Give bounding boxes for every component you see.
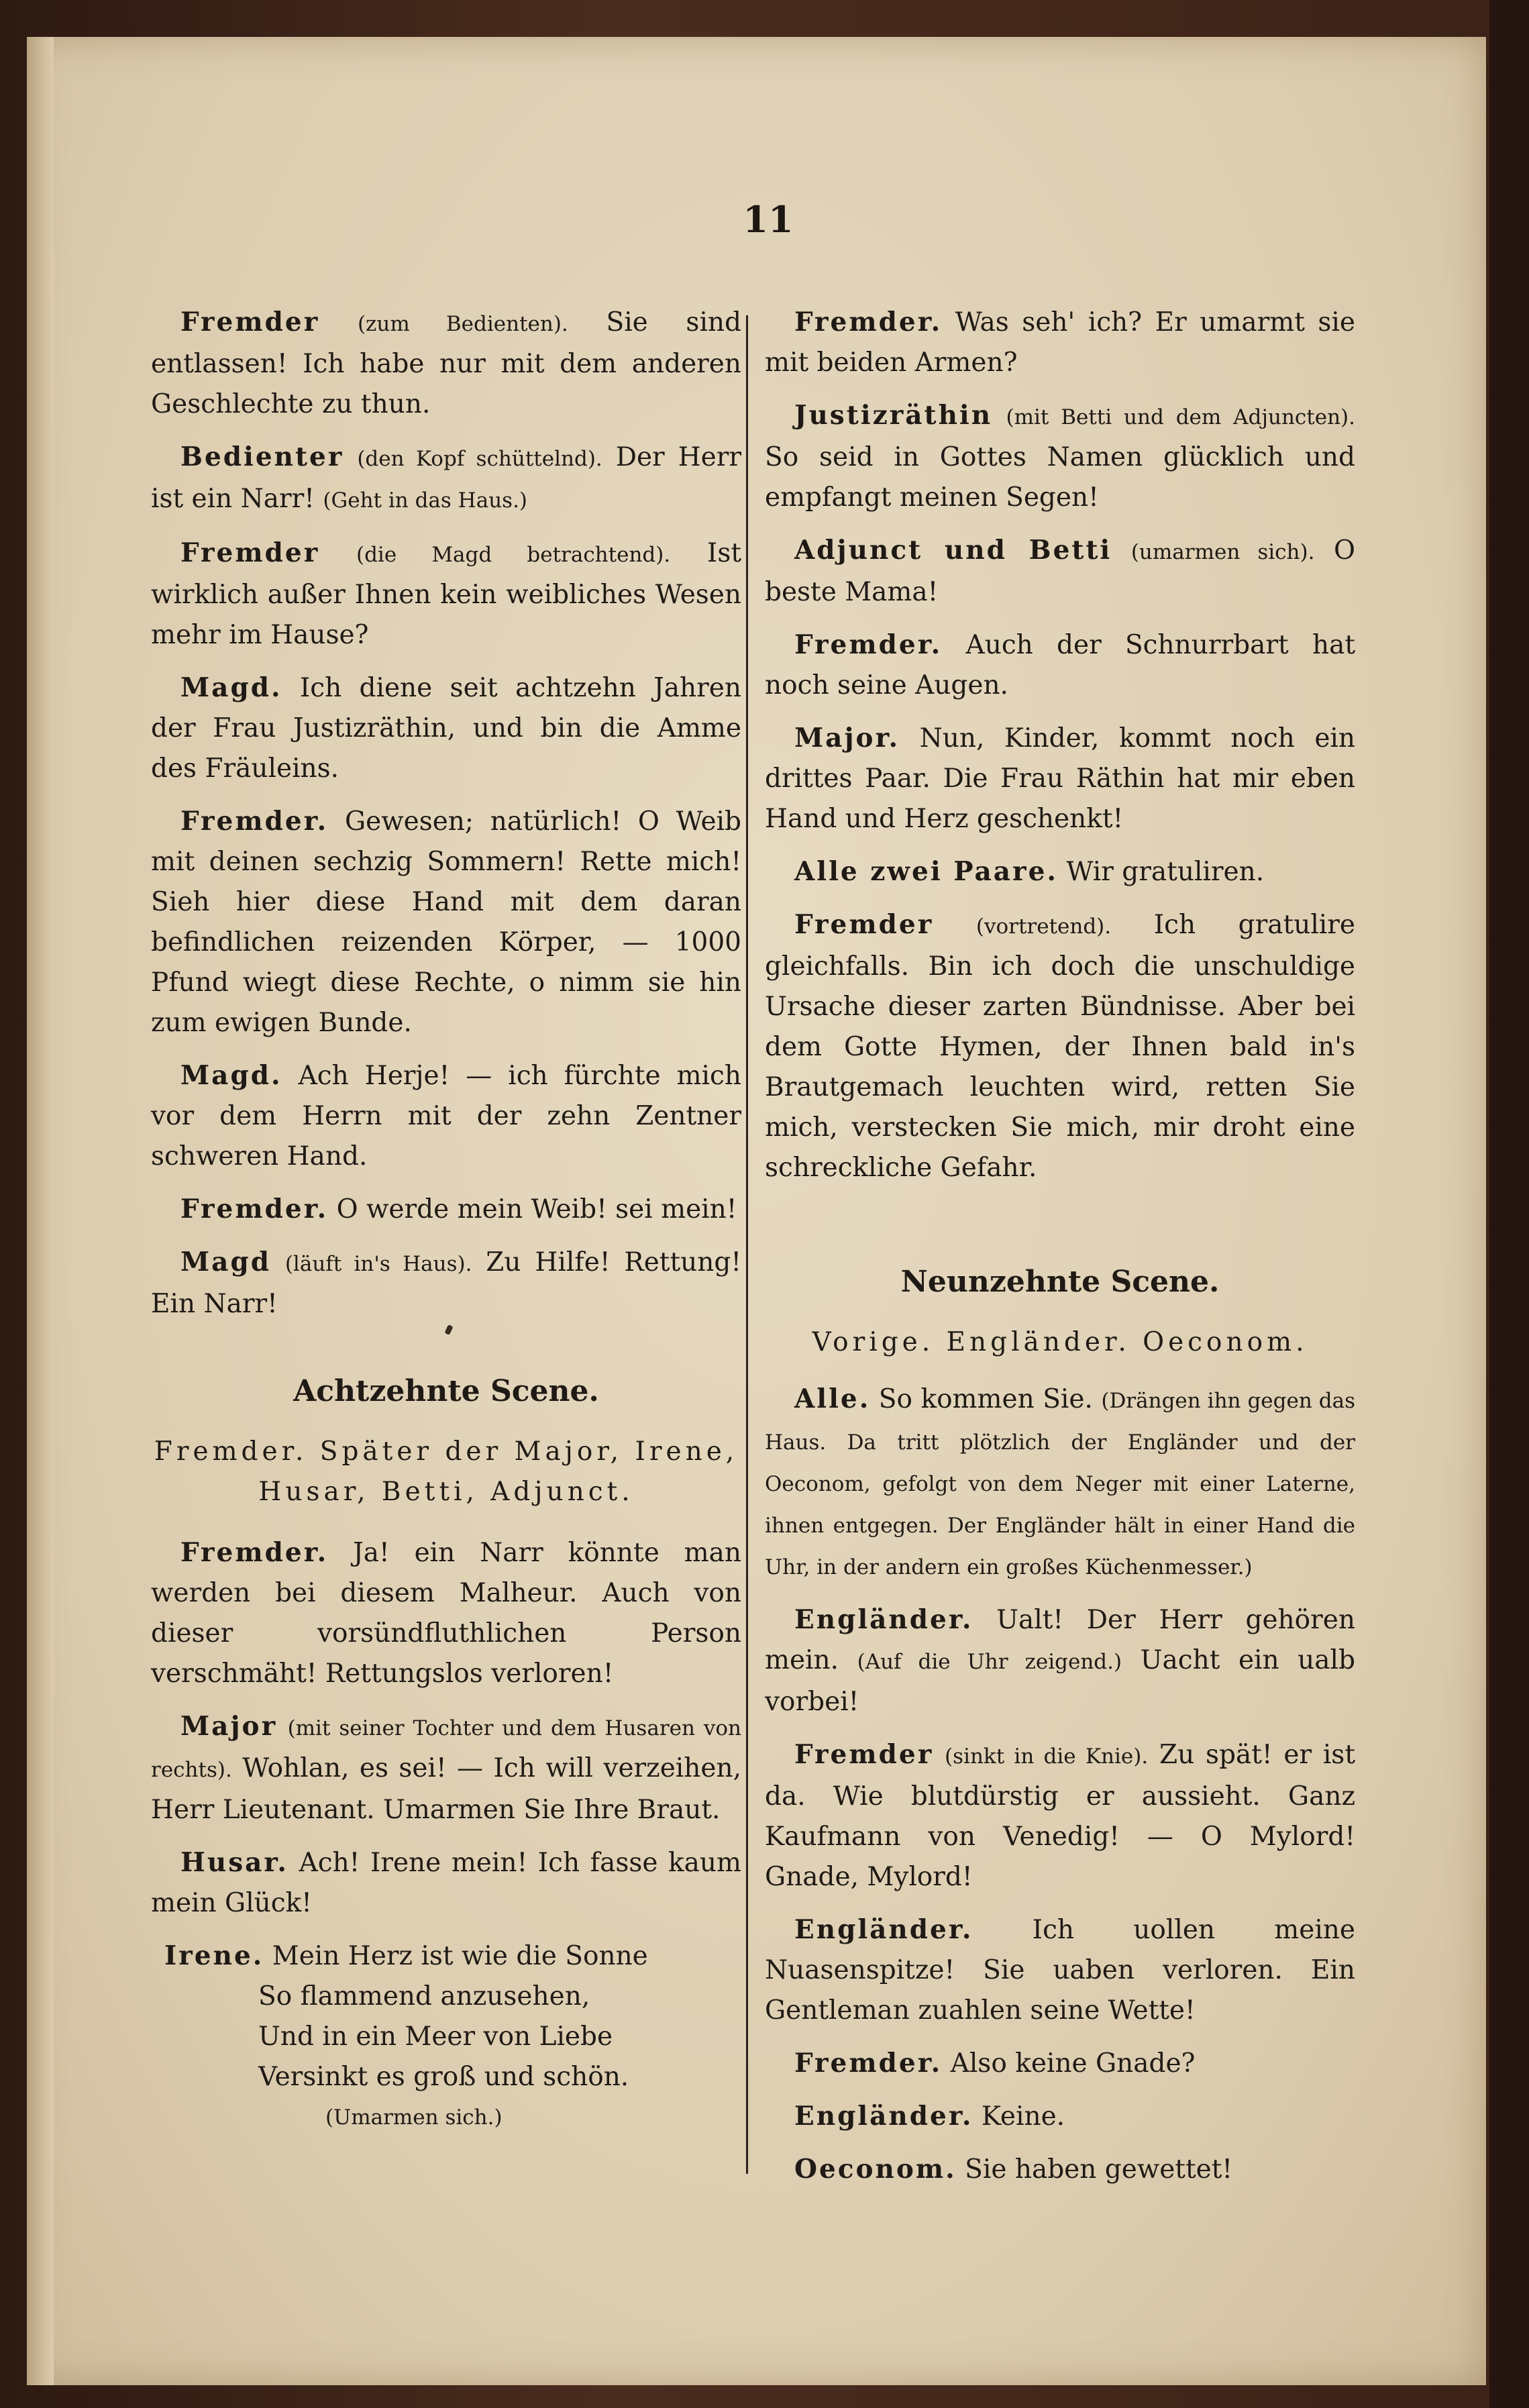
dialogue-text: O werde mein Weib! sei mein! (336, 1194, 737, 1224)
speaker-name: Bedienter (180, 441, 344, 472)
dialogue-text: Ualt! Der Herr gehören mein. (765, 1605, 1355, 1675)
stage-direction: (mit seiner Tochter und dem Husaren von rechts). (151, 1716, 741, 1782)
paragraph (151, 1842, 741, 1924)
paragraph (151, 1189, 741, 1230)
column-divider (746, 315, 748, 2174)
speaker-name: Fremder (180, 307, 320, 337)
paragraph (151, 302, 741, 425)
speaker-name: Husar. (180, 1847, 288, 1878)
dialogue-text: Uacht ein ualb vorbei! (765, 1645, 1355, 1717)
paragraph (151, 437, 741, 521)
dialogue-text: Wohlan, es sei! — Ich will verzeihen, Herr Lieutenant. Umarmen Sie Ihre Braut. (151, 1753, 741, 1825)
scene-heading: Achtzehnte Scene. (293, 1374, 599, 1408)
stage-direction: (Geht in das Haus.) (323, 488, 528, 513)
speaker-name: Alle. (794, 1383, 871, 1414)
dialogue-text: Keine. (981, 2101, 1065, 2132)
speaker-name: Fremder. (794, 307, 943, 337)
speaker-name: Oeconom. (794, 2154, 957, 2185)
speaker-name: Alle zwei Paare. (794, 856, 1058, 887)
stage-direction: (den Kopf schüttelnd). (357, 447, 602, 471)
paragraph (151, 1242, 741, 1324)
dialogue-text: Wir gratuliren. (1066, 857, 1265, 887)
dialogue-text: Was seh' ich? Er umarmt sie mit beiden Armen? (765, 307, 1355, 378)
paragraph (765, 1734, 1355, 1897)
dialogue-text: Zu Hilfe! Rettung! Ein Narr! (151, 1247, 741, 1319)
verse-line (151, 1936, 741, 1977)
speaker-name: Engländer. (794, 2101, 973, 2132)
paragraph (765, 851, 1355, 892)
scene-cast: Fremder. Später der Major, Irene, Husar, Betti, Adjunct. (154, 1436, 739, 1507)
paragraph (765, 2149, 1355, 2190)
verse-text: Mein Herz ist wie die Sonne (272, 1941, 648, 1971)
paragraph (765, 1909, 1355, 2031)
speaker-name: Engländer. (794, 1914, 973, 1945)
dialogue-text: Ist wirklich außer Ihnen kein weibliches Wesen mehr im Hause? (151, 538, 742, 650)
dialogue-text: Sie haben gewettet! (965, 2154, 1233, 2185)
paragraph (151, 1532, 741, 1694)
stage-direction: (läuft in's Haus). (284, 1252, 472, 1276)
paragraph (151, 668, 741, 789)
paragraph (151, 1706, 741, 1830)
dialogue-text: Ach! Irene mein! Ich fasse kaum mein Glück! (151, 1848, 741, 1918)
speaker-name: Major. (794, 723, 900, 753)
paragraph (765, 395, 1355, 518)
paragraph (765, 904, 1355, 1188)
stage-direction: (vortretend). (976, 914, 1112, 939)
stage-direction: (die Magd betrachtend). (356, 543, 671, 567)
speaker-name: Fremder. (180, 1537, 329, 1568)
speaker-name: Fremder. (794, 629, 943, 660)
speaker-name: Fremder. (180, 1194, 329, 1224)
dialogue-text: Ach Herje! — ich fürchte mich vor dem Herrn mit der zehn Zentner schweren Hand. (151, 1061, 741, 1171)
paragraph (765, 1600, 1355, 1722)
paragraph (151, 533, 741, 656)
dialogue-text: O beste Mama! (765, 535, 1356, 607)
dialogue-text: So seid in Gottes Namen glücklich und empfangt meinen Segen! (765, 442, 1355, 513)
paragraph (765, 302, 1355, 383)
paragraph (765, 2096, 1355, 2137)
dialogue-text: Ich gratulire gleichfalls. Bin ich doch die unschuldige Ursache dieser zarten Bündnisse. Aber bei dem Gotte Hymen, der Ihnen bald in's Brautgemach leuchten wird, retten Sie mich, verstecken Sie mich, mir droht eine schreckliche Gefahr. (765, 910, 1355, 1183)
stage-direction: (sinkt in die Knie). (945, 1744, 1149, 1769)
left-column (151, 302, 741, 2138)
speaker-name: Fremder. (180, 806, 329, 837)
page-gutter (27, 37, 54, 2385)
dialogue-text: Ich uollen meine Nuasenspitze! Sie uaben verloren. Ein Gentleman zuahlen seine Wette! (765, 1915, 1355, 2026)
verse-line: Und in ein Meer von Liebe (258, 2022, 613, 2052)
stage-direction: (Umarmen sich.) (325, 2105, 503, 2130)
paragraph (765, 625, 1355, 706)
dialogue-text: Der Herr ist ein Narr! (151, 442, 741, 514)
stage-direction: (Auf die Uhr zeigend.) (857, 1650, 1122, 1674)
stage-direction: (Drängen ihn gegen das Haus. Da tritt plötzlich der Engländer und der Oeconom, gefolgt von dem Neger mit einer Laterne, ihnen entgegen. Der Engländer hält in einer Hand die Uhr, in der andern ein großes Küchenmesser.) (765, 1389, 1355, 1579)
speaker-name: Major (180, 1711, 278, 1742)
scene-cast: Vorige. Engländer. Oeconom. (812, 1327, 1308, 1357)
dialogue-text: So kommen Sie. (878, 1384, 1093, 1414)
paragraph (765, 530, 1355, 613)
stage-direction: (mit Betti und dem Adjuncten). (1006, 405, 1355, 429)
speaker-name: Fremder. (794, 2048, 943, 2079)
speaker-name: Fremder (794, 909, 934, 940)
speaker-name: Engländer. (794, 1604, 973, 1635)
book-cover-edge (1489, 0, 1529, 2408)
speaker-name: Adjunct und Betti (794, 535, 1112, 566)
speaker-name: Magd (180, 1247, 271, 1277)
verse-line: Versinkt es groß und schön. (258, 2062, 629, 2092)
speaker-name: Irene. (164, 1940, 264, 1971)
paragraph (765, 2043, 1355, 2084)
speaker-name: Fremder (794, 1739, 934, 1770)
speaker-name: Magd. (180, 672, 282, 703)
dialogue-text: Ich diene seit achtzehn Jahren der Frau Justizräthin, und bin die Amme des Fräuleins. (151, 673, 741, 784)
verse-line: So flammend anzusehen, (258, 1981, 590, 2011)
dialogue-text: Sie sind entlassen! Ich habe nur mit dem anderen Geschlechte zu thun. (151, 307, 741, 419)
right-column (765, 302, 1355, 2202)
page-number: 11 (743, 198, 794, 241)
stage-direction: (umarmen sich). (1130, 540, 1315, 564)
scene-heading: Neunzehnte Scene. (900, 1265, 1220, 1299)
dialogue-text: Ja! ein Narr könnte man werden bei diesem Malheur. Auch von dieser vorsündfluthlichen Person verschmäht! Rettungslos verloren! (151, 1538, 741, 1689)
verse-block (151, 1936, 741, 2138)
dialogue-text: Auch der Schnurrbart hat noch seine Augen. (765, 630, 1355, 700)
dialogue-text: Gewesen; natürlich! O Weib mit deinen sechzig Sommern! Rette mich! Sieh hier diese Hand mit dem daran befindlichen reizenden Körper, — 1000 Pfund wiegt diese Rechte, o nimm sie hin zum ewigen Bunde. (151, 806, 741, 1038)
paragraph (765, 1379, 1355, 1587)
speaker-name: Justizräthin (794, 400, 993, 431)
paragraph (151, 1055, 741, 1177)
dialogue-text: Nun, Kinder, kommt noch ein drittes Paar. Die Frau Räthin hat mir eben Hand und Herz geschenkt! (765, 723, 1355, 834)
speaker-name: Magd. (180, 1060, 282, 1091)
stage-direction: (zum Bedienten). (357, 312, 568, 336)
paragraph (765, 718, 1355, 839)
dialogue-text: Also keine Gnade? (950, 2048, 1196, 2079)
dialogue-text: Zu spät! er ist da. Wie blutdürstig er aussieht. Ganz Kaufmann von Venedig! — O Mylord! Gnade, Mylord! (765, 1740, 1355, 1892)
speaker-name: Fremder (180, 537, 320, 568)
paragraph (151, 801, 741, 1043)
